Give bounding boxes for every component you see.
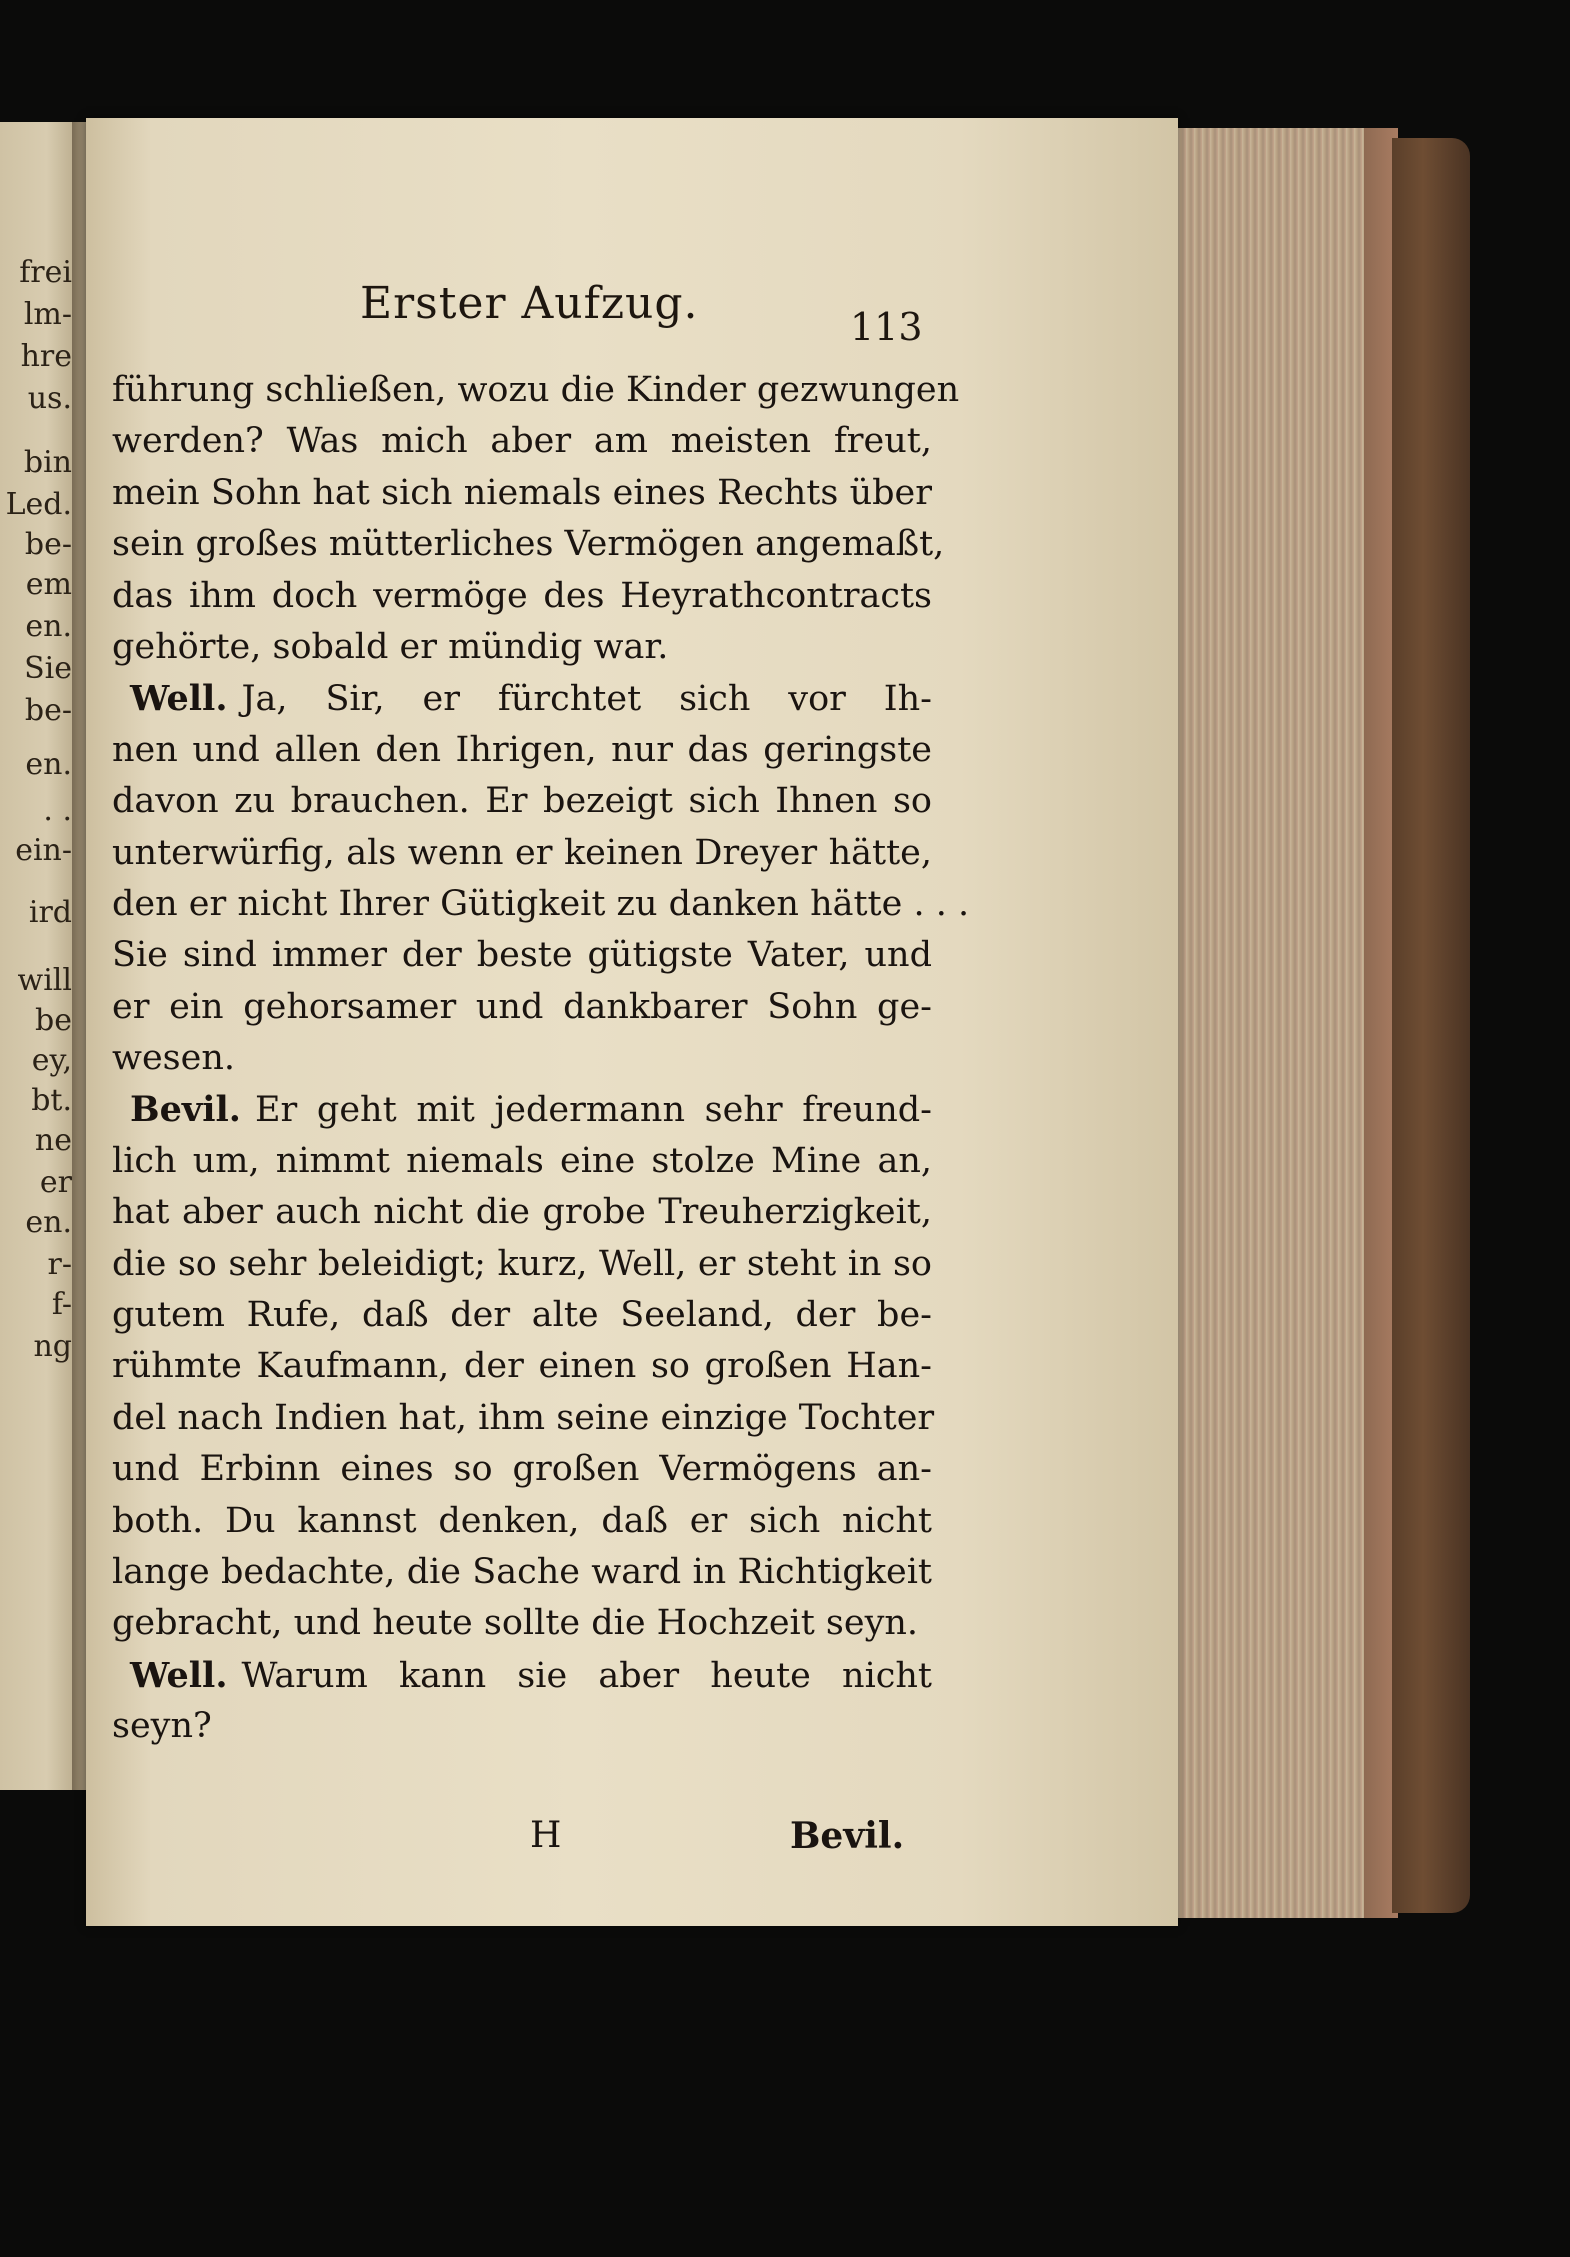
text-line: [112, 468, 932, 519]
line-text: davon zu brauchen. Er bezeigt sich Ihnen so: [112, 781, 932, 822]
text-line: [112, 519, 945, 570]
text-line: [112, 1650, 932, 1701]
line-text: gutem Rufe, daß der alte Seeland, der be-: [112, 1295, 932, 1336]
facing-page-text-fragment: ein-: [15, 833, 72, 868]
facing-page-text-fragment: be-: [24, 527, 72, 562]
facing-page-fragment: [0, 122, 78, 1790]
speaker-name: Well.: [130, 1654, 228, 1696]
text-line: [112, 930, 932, 981]
line-text: das ihm doch vermöge des Heyrathcontracts: [112, 575, 932, 616]
facing-page-text-fragment: f-: [51, 1287, 72, 1322]
facing-page-text-fragment: em: [25, 567, 72, 602]
text-line: [112, 982, 932, 1033]
line-text: sein großes mütterliches Vermögen angemaßt,: [112, 524, 945, 565]
line-text: lich um, nimmt niemals eine stolze Mine an,: [112, 1140, 932, 1181]
line-text: er ein gehorsamer und dankbarer Sohn ge-: [112, 986, 932, 1027]
line-text: nen und allen den Ihrigen, nur das geringste: [112, 729, 932, 770]
facing-page-text-fragment: will: [17, 963, 72, 998]
text-line: [112, 1290, 932, 1341]
page-number: 113: [850, 305, 923, 349]
book-cover: [1392, 138, 1470, 1913]
line-text: und Erbinn eines so großen Vermögens an-: [112, 1449, 932, 1490]
line-text: del nach Indien hat, ihm seine einzige Tochter: [112, 1397, 935, 1438]
facing-page-text-fragment: ne: [34, 1123, 72, 1158]
facing-page-text-fragment: be-: [24, 693, 72, 728]
line-text: hat aber auch nicht die grobe Treuherzigkeit,: [112, 1192, 932, 1233]
facing-page-text-fragment: lm-: [23, 297, 72, 332]
text-line: [112, 828, 932, 879]
line-text: werden? Was mich aber am meisten freut,: [112, 421, 932, 462]
line-text: Warum kann sie aber heute nicht: [241, 1655, 932, 1696]
text-line: [112, 725, 932, 776]
facing-page-text-fragment: en.: [25, 1205, 72, 1240]
paragraph: [112, 1084, 935, 1649]
line-text: seyn?: [112, 1706, 212, 1747]
text-line: [112, 1496, 932, 1547]
line-text: wesen.: [112, 1038, 236, 1079]
facing-page-text-fragment: Sie: [24, 651, 72, 686]
line-text: unterwürfig, als wenn er keinen Dreyer hätte,: [112, 832, 932, 873]
catchword: Bevil.: [790, 1815, 905, 1857]
line-text: lange bedachte, die Sache ward in Richtigkeit: [112, 1551, 932, 1592]
text-line: [112, 1341, 932, 1392]
paragraph: [112, 673, 970, 1084]
running-head: Erster Aufzug.: [360, 278, 699, 329]
text-line: [112, 1444, 932, 1495]
facing-page-text-fragment: bin: [23, 445, 72, 480]
facing-page-text-fragment: bt.: [31, 1083, 72, 1118]
line-text: führung schließen, wozu die Kinder gezwungen: [112, 370, 960, 410]
line-text: gehörte, sobald er mündig war.: [112, 626, 669, 667]
line-text: den er nicht Ihrer Gütigkeit zu danken hätte . . .: [112, 883, 970, 924]
line-text: die so sehr beleidigt; kurz, Well, er steht in so: [112, 1243, 932, 1284]
text-line: [112, 1239, 932, 1290]
text-line: [112, 622, 932, 673]
line-text: Er geht mit jedermann sehr freund-: [254, 1090, 932, 1131]
signature-mark: H: [530, 1815, 562, 1856]
text-line: [112, 673, 932, 724]
line-text: Ja, Sir, er fürchtet sich vor Ih-: [241, 679, 932, 720]
body-text: [112, 365, 970, 1753]
text-line: [112, 1547, 932, 1598]
facing-page-text-fragment: . .: [43, 793, 72, 828]
paragraph: [112, 365, 960, 673]
facing-page-text-fragment: frei: [19, 255, 72, 290]
facing-page-text-fragment: ey,: [31, 1043, 72, 1078]
facing-page-text-fragment: er: [39, 1165, 72, 1200]
text-line: [112, 571, 932, 622]
page-block-edge: [1178, 128, 1398, 1918]
text-line: [112, 1701, 932, 1752]
facing-page-text-fragment: ird: [28, 895, 72, 930]
paragraph: [112, 1650, 932, 1753]
text-line: [112, 365, 960, 416]
facing-page-text-fragment: en.: [25, 747, 72, 782]
line-text: rühmte Kaufmann, der einen so großen Han-: [112, 1346, 932, 1387]
line-text: both. Du kannst denken, daß er sich nicht: [112, 1500, 932, 1541]
text-line: [112, 879, 970, 930]
facing-page-text-fragment: us.: [27, 381, 72, 416]
text-line: [112, 1033, 932, 1084]
text-line: [112, 1084, 932, 1135]
facing-page-text-fragment: r-: [47, 1247, 72, 1282]
line-text: gebracht, und heute sollte die Hochzeit seyn.: [112, 1603, 919, 1644]
facing-page-text-fragment: hre: [20, 339, 72, 374]
text-line: [112, 416, 932, 467]
facing-page-text-fragment: be: [35, 1003, 72, 1038]
text-line: [112, 1136, 932, 1187]
facing-page-text-fragment: ng: [33, 1329, 72, 1364]
line-text: mein Sohn hat sich niemals eines Rechts über: [112, 472, 932, 513]
speaker-name: Bevil.: [130, 1089, 241, 1131]
text-line: [112, 1393, 935, 1444]
facing-page-text-fragment: en.: [25, 609, 72, 644]
speaker-name: Well.: [130, 678, 228, 720]
facing-page-text-fragment: Led.: [5, 487, 72, 522]
text-line: [112, 776, 932, 827]
line-text: Sie sind immer der beste gütigste Vater, und: [112, 935, 932, 976]
text-line: [112, 1187, 932, 1238]
text-line: [112, 1598, 932, 1649]
